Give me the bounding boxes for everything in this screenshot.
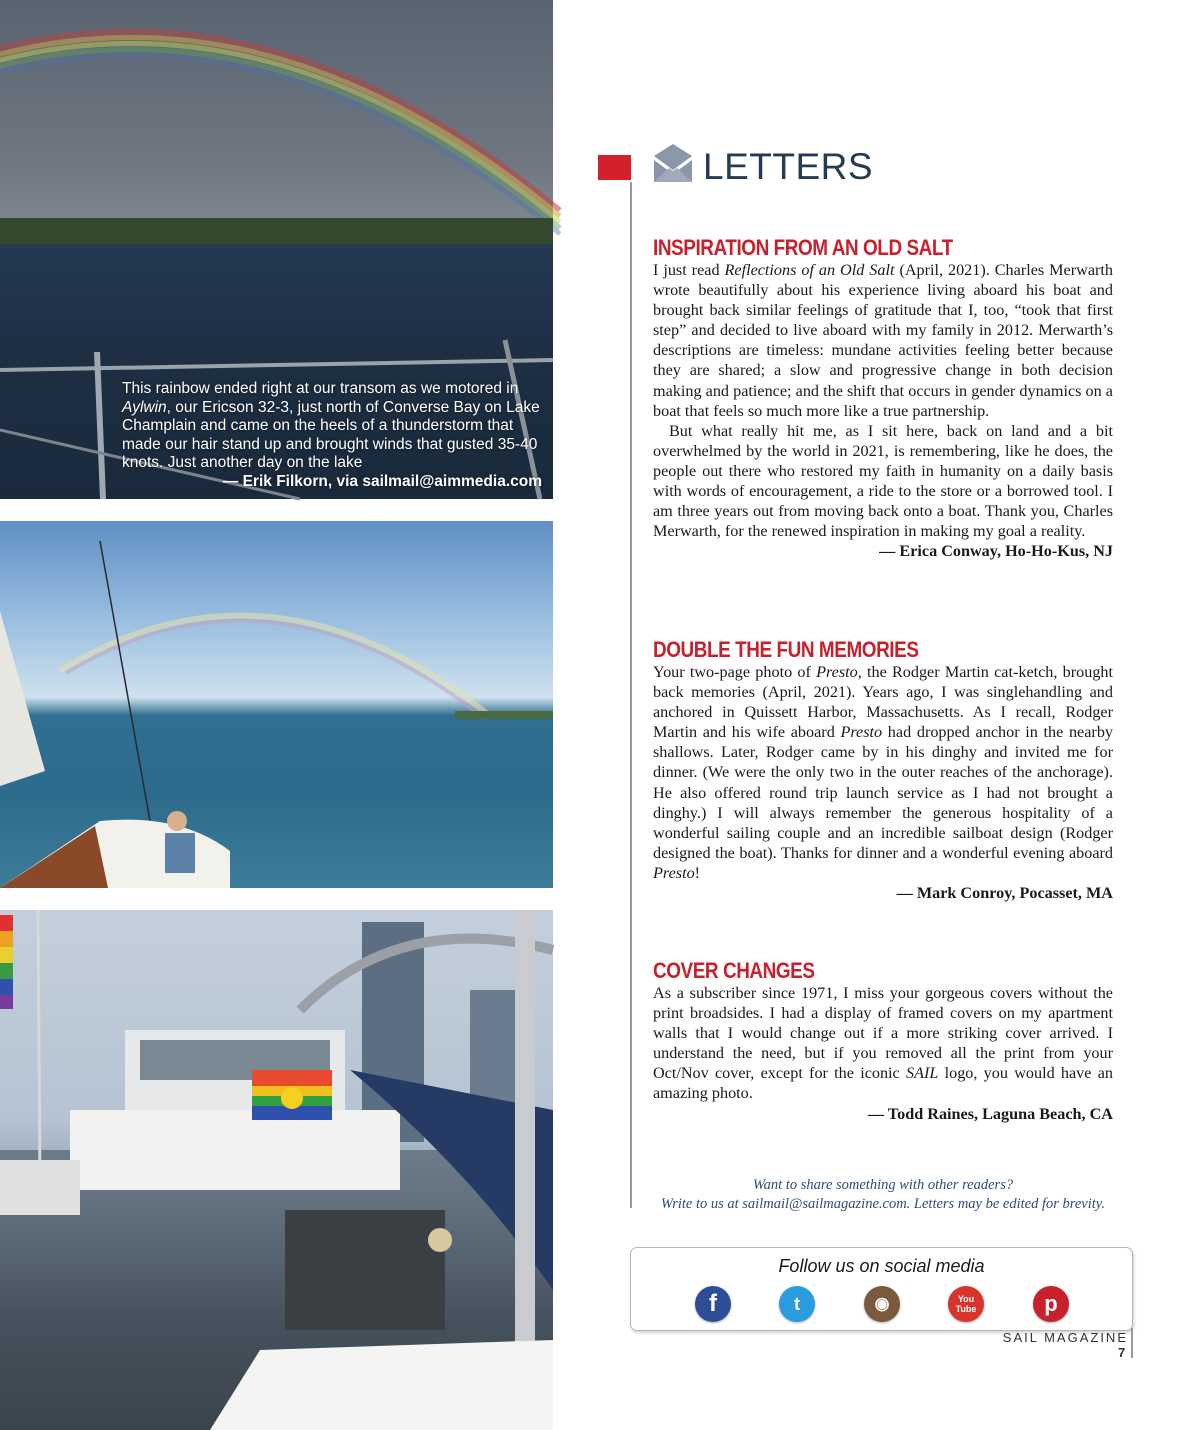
letter-paragraph: But what really hit me, as I sit here, back on land and a bit overwhelmed by the world in 2021, is remembering, like he does, the people out there who restored my faith in humanity on a daily basis with words of encouragement, a ride to the store or a borrowed tool. I am three years out from moving back onto a boat. Thank you, Charles Merwarth, for the renewed inspiration in making my goal a reality.: [653, 421, 1113, 541]
footer-magazine-name: SAIL MAGAZINE: [1002, 1330, 1128, 1345]
text-run: logo, you would have an amazing photo.: [653, 1064, 1113, 1103]
share-note: [640, 1176, 1126, 1213]
facebook-icon[interactable]: f: [695, 1286, 731, 1322]
instagram-icon[interactable]: ◉: [864, 1286, 900, 1322]
letter-double-the-fun: [653, 638, 1113, 903]
article-title: Reflections of an Old Salt: [724, 261, 895, 279]
share-line2: Write to us at sailmail@sailmagazine.com. Letters may be edited for brevity.: [660, 1195, 1106, 1212]
section-accent-square: [598, 155, 631, 180]
photo-rainbow-west-river: [0, 521, 553, 888]
text-run: !: [694, 863, 701, 882]
photo-rainbow-lake-champlain: [0, 0, 553, 499]
photo1-caption: [122, 380, 542, 492]
social-media-box: [630, 1247, 1133, 1331]
letter-heading: COVER CHANGES: [653, 958, 815, 983]
text-run: (April, 2021). Charles Merwarth wrote beautifully about his experience living aboard his boat and brought back similar feelings of gratitude that I, too, “took that first step” and decided to live aboard with my family in 2012. Merwarth’s descriptions are timeless: mundane activities feeling better because they are shared; a slow and progressive change in both decision making and patience; and the shift that occurs in gender dynamics on a boat that feels so much more like a true partnership.: [653, 261, 1113, 420]
letter-heading: DOUBLE THE FUN MEMORIES: [653, 637, 919, 662]
letter-signature: — Erica Conway, Ho-Ho-Kus, NJ: [879, 542, 1113, 561]
text-run: I just read: [653, 261, 725, 279]
photo-boats-pride-flags: [0, 910, 553, 1430]
envelope-icon: [652, 142, 694, 184]
letter-inspiration: [653, 236, 1113, 561]
letter-signature: — Todd Raines, Laguna Beach, CA: [867, 1104, 1113, 1123]
letter-paragraph: [653, 983, 1113, 1104]
footer-page-number: 7: [1118, 1345, 1126, 1360]
photo1-credit: — Erik Filkorn, via sailmail@aimmedia.com: [222, 472, 542, 490]
letter-signature: — Mark Conroy, Pocasset, MA: [896, 884, 1113, 903]
social-heading: Follow us on social media: [778, 1256, 985, 1276]
section-title: LETTERS: [703, 146, 874, 187]
share-line1: Want to share something with other readers?: [752, 1177, 1014, 1193]
photo3-scene: [0, 910, 553, 1430]
letter-paragraph: [653, 662, 1113, 883]
text-run: , the Rodger Martin cat-ketch, brought back memories (April, 2021). Years ago, I was singlehandling and anchored in Quissett Harbor, Massachusetts. As I recall, Rodger Martin and his wife aboard: [653, 663, 1114, 742]
caption-text-a: This rainbow ended right at our transom as we motored in: [122, 380, 519, 397]
twitter-icon[interactable]: t: [779, 1286, 815, 1322]
youtube-label-2: Tube: [955, 1304, 977, 1314]
photo2-scene: [0, 521, 553, 888]
boat-name: Presto: [816, 663, 858, 681]
text-run: Your two-page photo of: [653, 663, 817, 681]
boat-name: Presto: [840, 723, 883, 742]
text-run: As a subscriber since 1971, I miss your gorgeous covers without the print broadsides. I had a display of framed covers on my apartment walls that I would change out if a more striking cover arrived. I understand the need, but if you removed all the print from your Oct/Nov cover, except for the iconic: [653, 984, 1113, 1083]
youtube-label-1: You: [957, 1294, 975, 1304]
text-run: had dropped anchor in the nearby shallows. Later, Rodger came by in his dinghy and invited me for dinner. (We were the only two in the outer reaches of the anchorage). He also offered round trip launch service as I had not brought a dinghy.) I will always remember the generous hospitality of a wonderful sailing couple and an incredible sailboat design (Rodger designed the boat). Thanks for dinner and a wonderful evening aboard: [653, 723, 1114, 862]
footer-divider: [1131, 1328, 1133, 1358]
boat-name: Aylwin: [122, 398, 167, 416]
youtube-icon[interactable]: [948, 1286, 984, 1322]
pinterest-icon[interactable]: p: [1033, 1286, 1069, 1322]
letter-heading: INSPIRATION FROM AN OLD SALT: [653, 235, 953, 260]
letter-cover-changes: [653, 959, 1113, 1124]
magazine-name: SAIL: [905, 1064, 939, 1083]
section-vertical-rule: [630, 182, 632, 1208]
boat-name: Presto: [653, 863, 695, 882]
caption-text-b: , our Ericson 32-3, just north of Converse Bay on Lake Champlain and came on the heels of a thunderstorm that made our hair stand up and brought winds that gusted 35-40 knots. Just another day on the lake: [122, 398, 540, 472]
letter-paragraph: [653, 260, 1113, 421]
